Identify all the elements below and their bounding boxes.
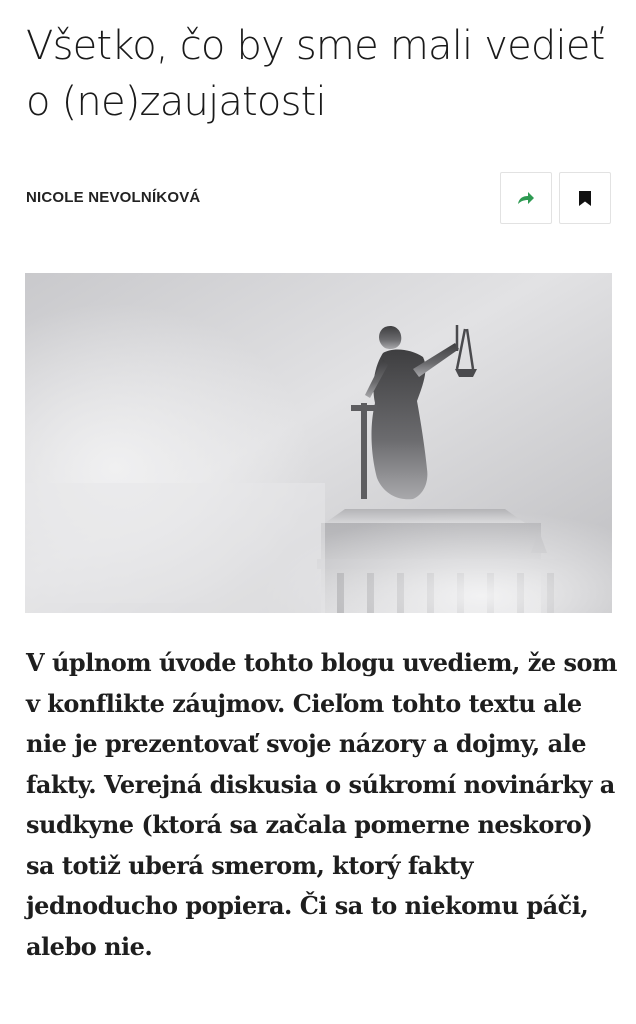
hero-image xyxy=(25,273,612,613)
article-body: V úplnom úvode tohto blogu uvediem, že som v konflikte záujmov. Cieľom tohto textu ale nie je prezentovať svoje názory a dojmy, ale fakty. Verejná diskusia o súkromí novinárky a sudkyne (ktorá sa začala pomerne neskoro) sa totiž uberá smerom, ktorý fakty jednoducho popiera. Či sa to niekomu páči, alebo nie. xyxy=(26,648,617,961)
byline-row xyxy=(26,172,612,226)
share-button[interactable] xyxy=(500,172,552,224)
bookmark-button[interactable] xyxy=(559,172,611,224)
lady-justice-statue-image xyxy=(25,273,612,613)
bookmark-icon xyxy=(579,191,591,206)
article-title: Všetko, čo by sme mali vedieť o (ne)zaujatosti xyxy=(26,23,605,125)
author-name[interactable]: NICOLE NEVOLNÍKOVÁ xyxy=(26,189,201,206)
share-arrow-icon xyxy=(516,190,536,206)
